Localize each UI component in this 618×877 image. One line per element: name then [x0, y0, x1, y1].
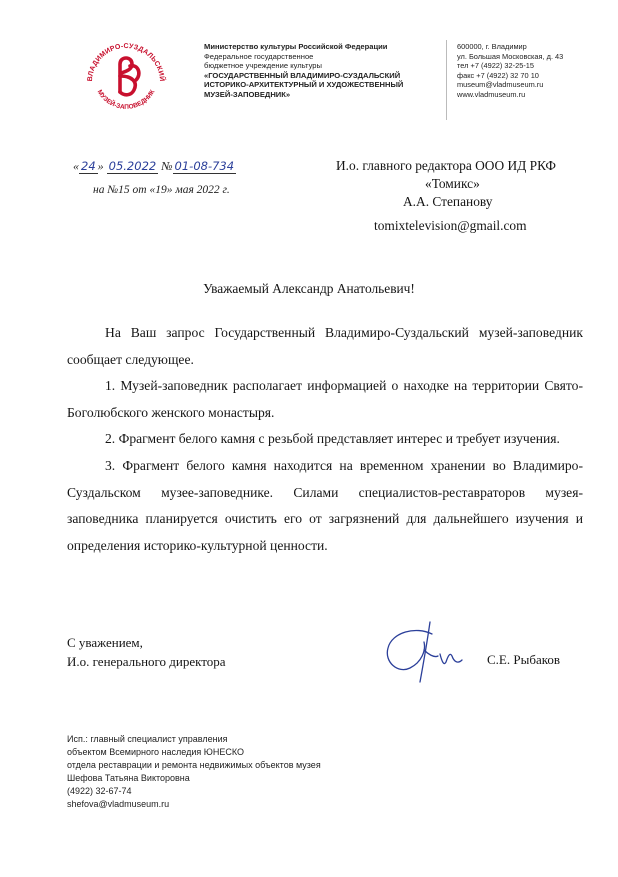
quote-open: «: [73, 159, 79, 173]
executor-name: Шефова Татьяна Викторовна: [67, 773, 190, 783]
executor-block: [67, 733, 321, 811]
logo-text-top: ВЛАДИМИРО-СУЗДАЛЬСКИЙ: [86, 42, 166, 82]
executor-line: отдела реставрации и ремонта недвижимых объектов музея: [67, 760, 321, 770]
contact-website-link[interactable]: www.vladmuseum.ru: [457, 89, 526, 99]
addressee-name: А.А. Степанову: [403, 194, 493, 209]
paragraph-2: 2. Фрагмент белого камня с резьбой представляет интерес и требует изучения.: [105, 431, 560, 447]
addressee-company: «Томикс»: [425, 176, 480, 191]
contact-address: 600000, г. Владимир: [457, 42, 527, 51]
paragraph-3: 3. Фрагмент белого камня находится на временном хранении во Владимиро-Суздальском музее-заповеднике. Силами специалистов-реставраторов музея-заповедника планируется очистить его от загрязнений для дальнейшего изучения и определения историко-культурной ценности.: [67, 457, 583, 553]
greeting: Уважаемый Александр Анатольевич!: [203, 281, 415, 296]
org-line: «ГОСУДАРСТВЕННЫЙ ВЛАДИМИРО-СУЗДАЛЬСКИЙ: [204, 70, 401, 80]
contact-phone: тел +7 (4922) 32-25-15: [457, 61, 535, 71]
addressee-position: И.о. главного редактора ООО ИД РКФ: [336, 158, 557, 173]
org-line: бюджетное учреждение культуры: [204, 61, 322, 71]
org-line: Министерство культуры Российской Федерации: [204, 42, 388, 51]
org-line: Федеральное государственное: [204, 51, 314, 61]
reference-line: на №15 от «19» мая 2022 г.: [93, 184, 230, 196]
reg-number: 01-08-734: [174, 159, 235, 173]
museum-logo: [80, 30, 172, 122]
svg-text:МУЗЕЙ-ЗАПОВЕДНИК: [96, 89, 157, 111]
paragraph-intro: На Ваш запрос Государственный Владимиро-Суздальский музей-заповедник сообщает следующее.: [67, 325, 583, 367]
addressee-block: [318, 157, 618, 235]
organization-block: [204, 42, 442, 100]
header-divider: [446, 40, 447, 120]
logo-text-bottom: МУЗЕЙ-ЗАПОВЕДНИК: [95, 88, 157, 111]
quote-close: »: [97, 159, 104, 173]
number-label: №: [161, 159, 173, 173]
executor-email-link[interactable]: shefova@vladmuseum.ru: [67, 799, 170, 809]
org-line: ИСТОРИКО-АРХИТЕКТУРНЫЙ И ХУДОЖЕСТВЕННЫЙ: [204, 80, 404, 90]
signer-name: С.Е. Рыбаков: [487, 652, 561, 667]
addressee-email-link[interactable]: tomixtelevision@gmail.com: [374, 218, 527, 233]
contact-street: ул. Большая Московская, д. 43: [457, 51, 564, 61]
executor-line: объектом Всемирного наследия ЮНЕСКО: [67, 747, 244, 757]
org-line: МУЗЕЙ-ЗАПОВЕДНИК»: [204, 89, 291, 99]
logo-emblem: [120, 58, 139, 95]
signer-position: И.о. генерального директора: [67, 654, 226, 669]
executor-line: Исп.: главный специалист управления: [67, 734, 228, 744]
reg-month-year: 05.2022: [108, 159, 157, 173]
closing: С уважением,: [67, 635, 143, 650]
paragraph-1: 1. Музей-заповедник располагает информацией о находке на территории Свято-Боголюбского женского монастыря.: [67, 378, 583, 420]
letter-body: [67, 320, 583, 559]
contact-email-link[interactable]: museum@vladmuseum.ru: [457, 80, 544, 90]
registration-line: [73, 159, 236, 174]
contacts-block: [457, 42, 607, 100]
contact-fax: факс +7 (4922) 32 70 10: [457, 70, 539, 80]
executor-phone: (4922) 32-67-74: [67, 786, 132, 796]
signoff-block: [67, 633, 226, 671]
reg-day: 24: [81, 159, 96, 173]
handwritten-signature: [380, 616, 475, 686]
